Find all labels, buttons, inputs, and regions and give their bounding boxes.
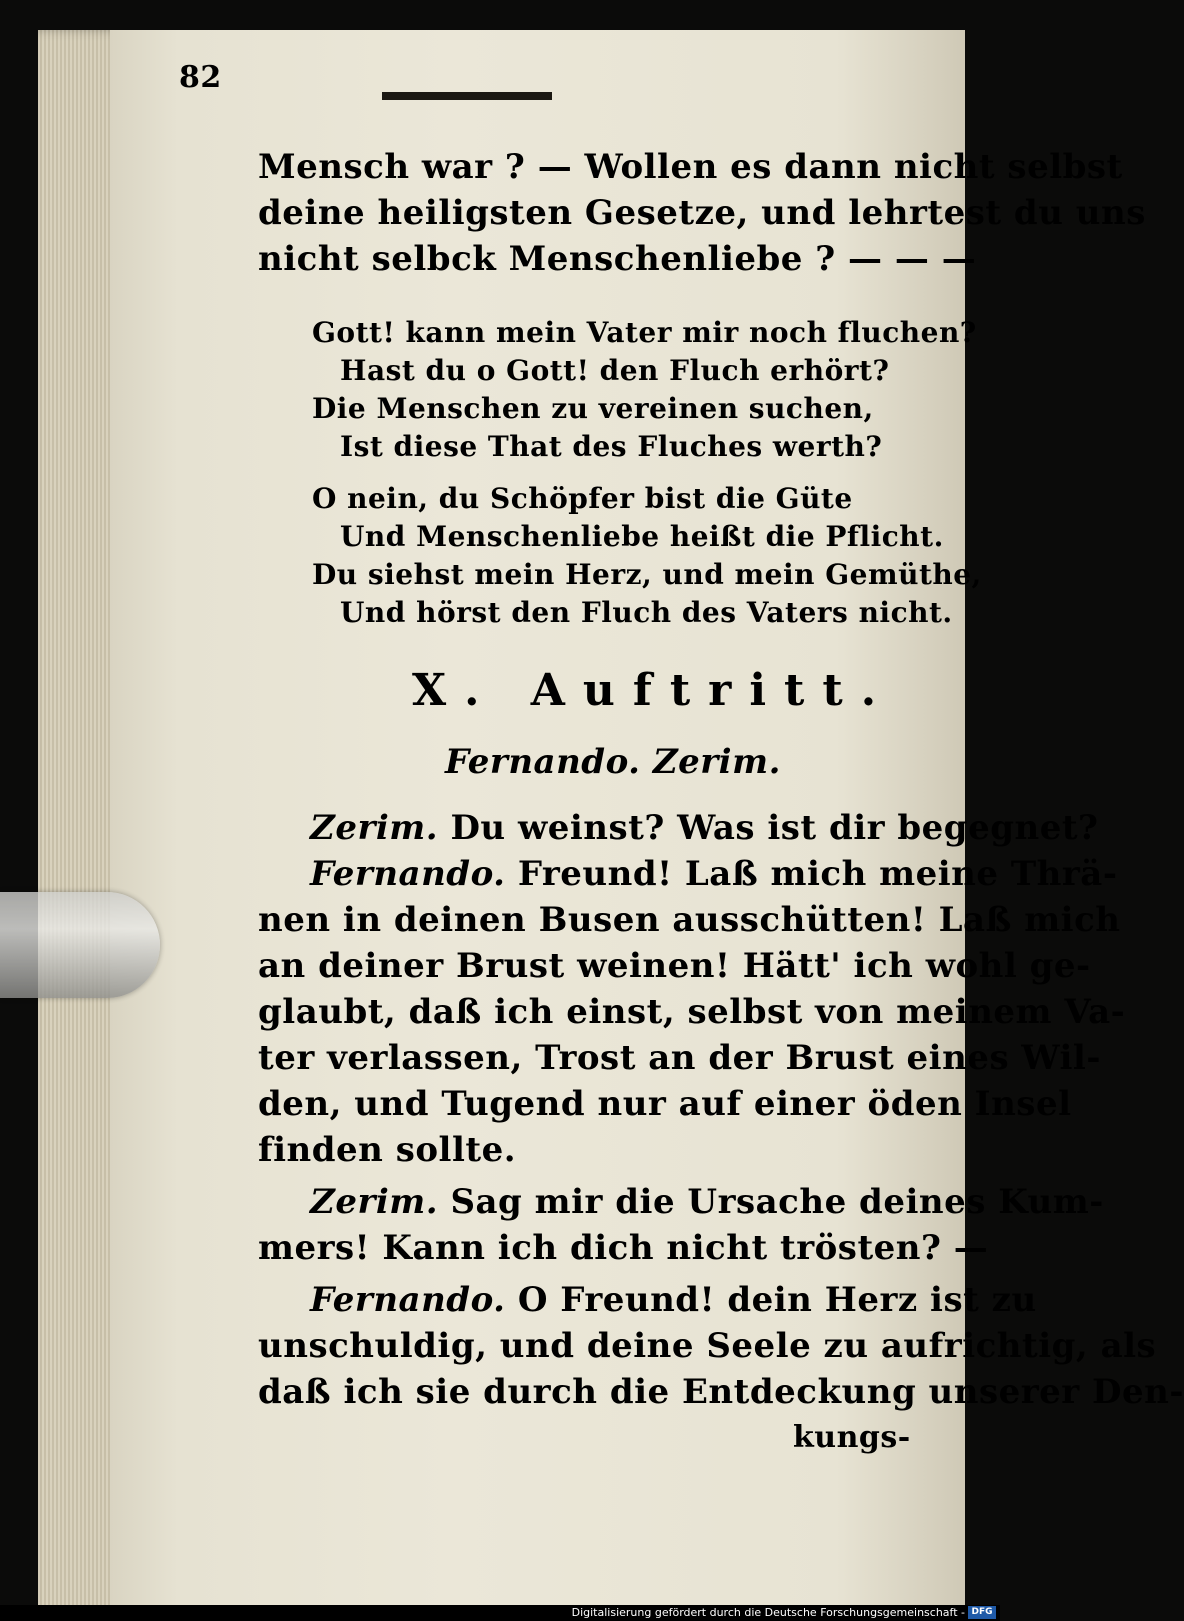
prose-line: nicht selbck Menschenliebe ? — — —	[258, 239, 977, 279]
page-clip	[0, 892, 160, 998]
dialogue-text: Du weinst? Was ist dir begegnet?	[450, 808, 1099, 848]
verse-line: O nein, du Schöpfer bist die Güte	[312, 482, 853, 515]
dialogue-line: ter verlassen, Trost an der Brust eines Wil-	[258, 1038, 1101, 1078]
dialogue-line: daß ich sie durch die Entdeckung unserer Den-	[258, 1372, 1184, 1412]
speaker-name: Fernando.	[310, 1280, 506, 1320]
dialogue-line	[310, 808, 1098, 848]
dialogue-line	[310, 1280, 1037, 1320]
header-rule	[382, 92, 552, 100]
verse-line: Und hörst den Fluch des Vaters nicht.	[340, 596, 953, 629]
verse-line: Ist diese That des Fluches werth?	[340, 430, 883, 463]
catchword: kungs-	[793, 1420, 911, 1455]
verse-line: Und Menschenliebe heißt die Pflicht.	[340, 520, 944, 553]
scene-heading: X. Auftritt.	[412, 665, 895, 716]
dfg-logo: DFG	[968, 1606, 996, 1619]
dialogue-text: O Freund! dein Herz ist zu	[517, 1280, 1037, 1320]
dialogue-line: nen in deinen Busen ausschütten! Laß mich	[258, 900, 1121, 940]
verse-line: Hast du o Gott! den Fluch erhört?	[340, 354, 890, 387]
dialogue-line	[310, 1182, 1104, 1222]
verse-line: Gott! kann mein Vater mir noch fluchen?	[312, 316, 977, 349]
page-number: 82	[179, 60, 222, 95]
dialogue-line: glaubt, daß ich einst, selbst von meinem Va-	[258, 992, 1126, 1032]
speaker-name: Fernando.	[310, 854, 506, 894]
digitization-credit: Digitalisierung gefördert durch die Deutsche Forschungsgemeinschaft -	[571, 1606, 965, 1619]
prose-line: Mensch war ? — Wollen es dann nicht selbst	[258, 147, 1123, 187]
dialogue-text: Sag mir die Ursache deines Kum-	[450, 1182, 1104, 1222]
speaker-name: Zerim.	[310, 1182, 439, 1222]
dialogue-line: finden sollte.	[258, 1130, 517, 1170]
dialogue-line: den, und Tugend nur auf einer öden Insel	[258, 1084, 1072, 1124]
dialogue-line	[310, 854, 1117, 894]
dialogue-line: unschuldig, und deine Seele zu aufrichtig, als	[258, 1326, 1157, 1366]
verse-line: Du siehst mein Herz, und mein Gemüthe,	[312, 558, 982, 591]
speaker-name: Zerim.	[310, 808, 439, 848]
dialogue-line: mers! Kann ich dich nicht trösten? —	[258, 1228, 989, 1268]
dialogue-text: Freund! Laß mich meine Thrä-	[517, 854, 1118, 894]
prose-line: deine heiligsten Gesetze, und lehrtest du uns	[258, 193, 1146, 233]
verse-line: Die Menschen zu vereinen suchen,	[312, 392, 874, 425]
dialogue-line: an deiner Brust weinen! Hätt' ich wohl ge-	[258, 946, 1091, 986]
cast-list: Fernando. Zerim.	[445, 742, 781, 782]
